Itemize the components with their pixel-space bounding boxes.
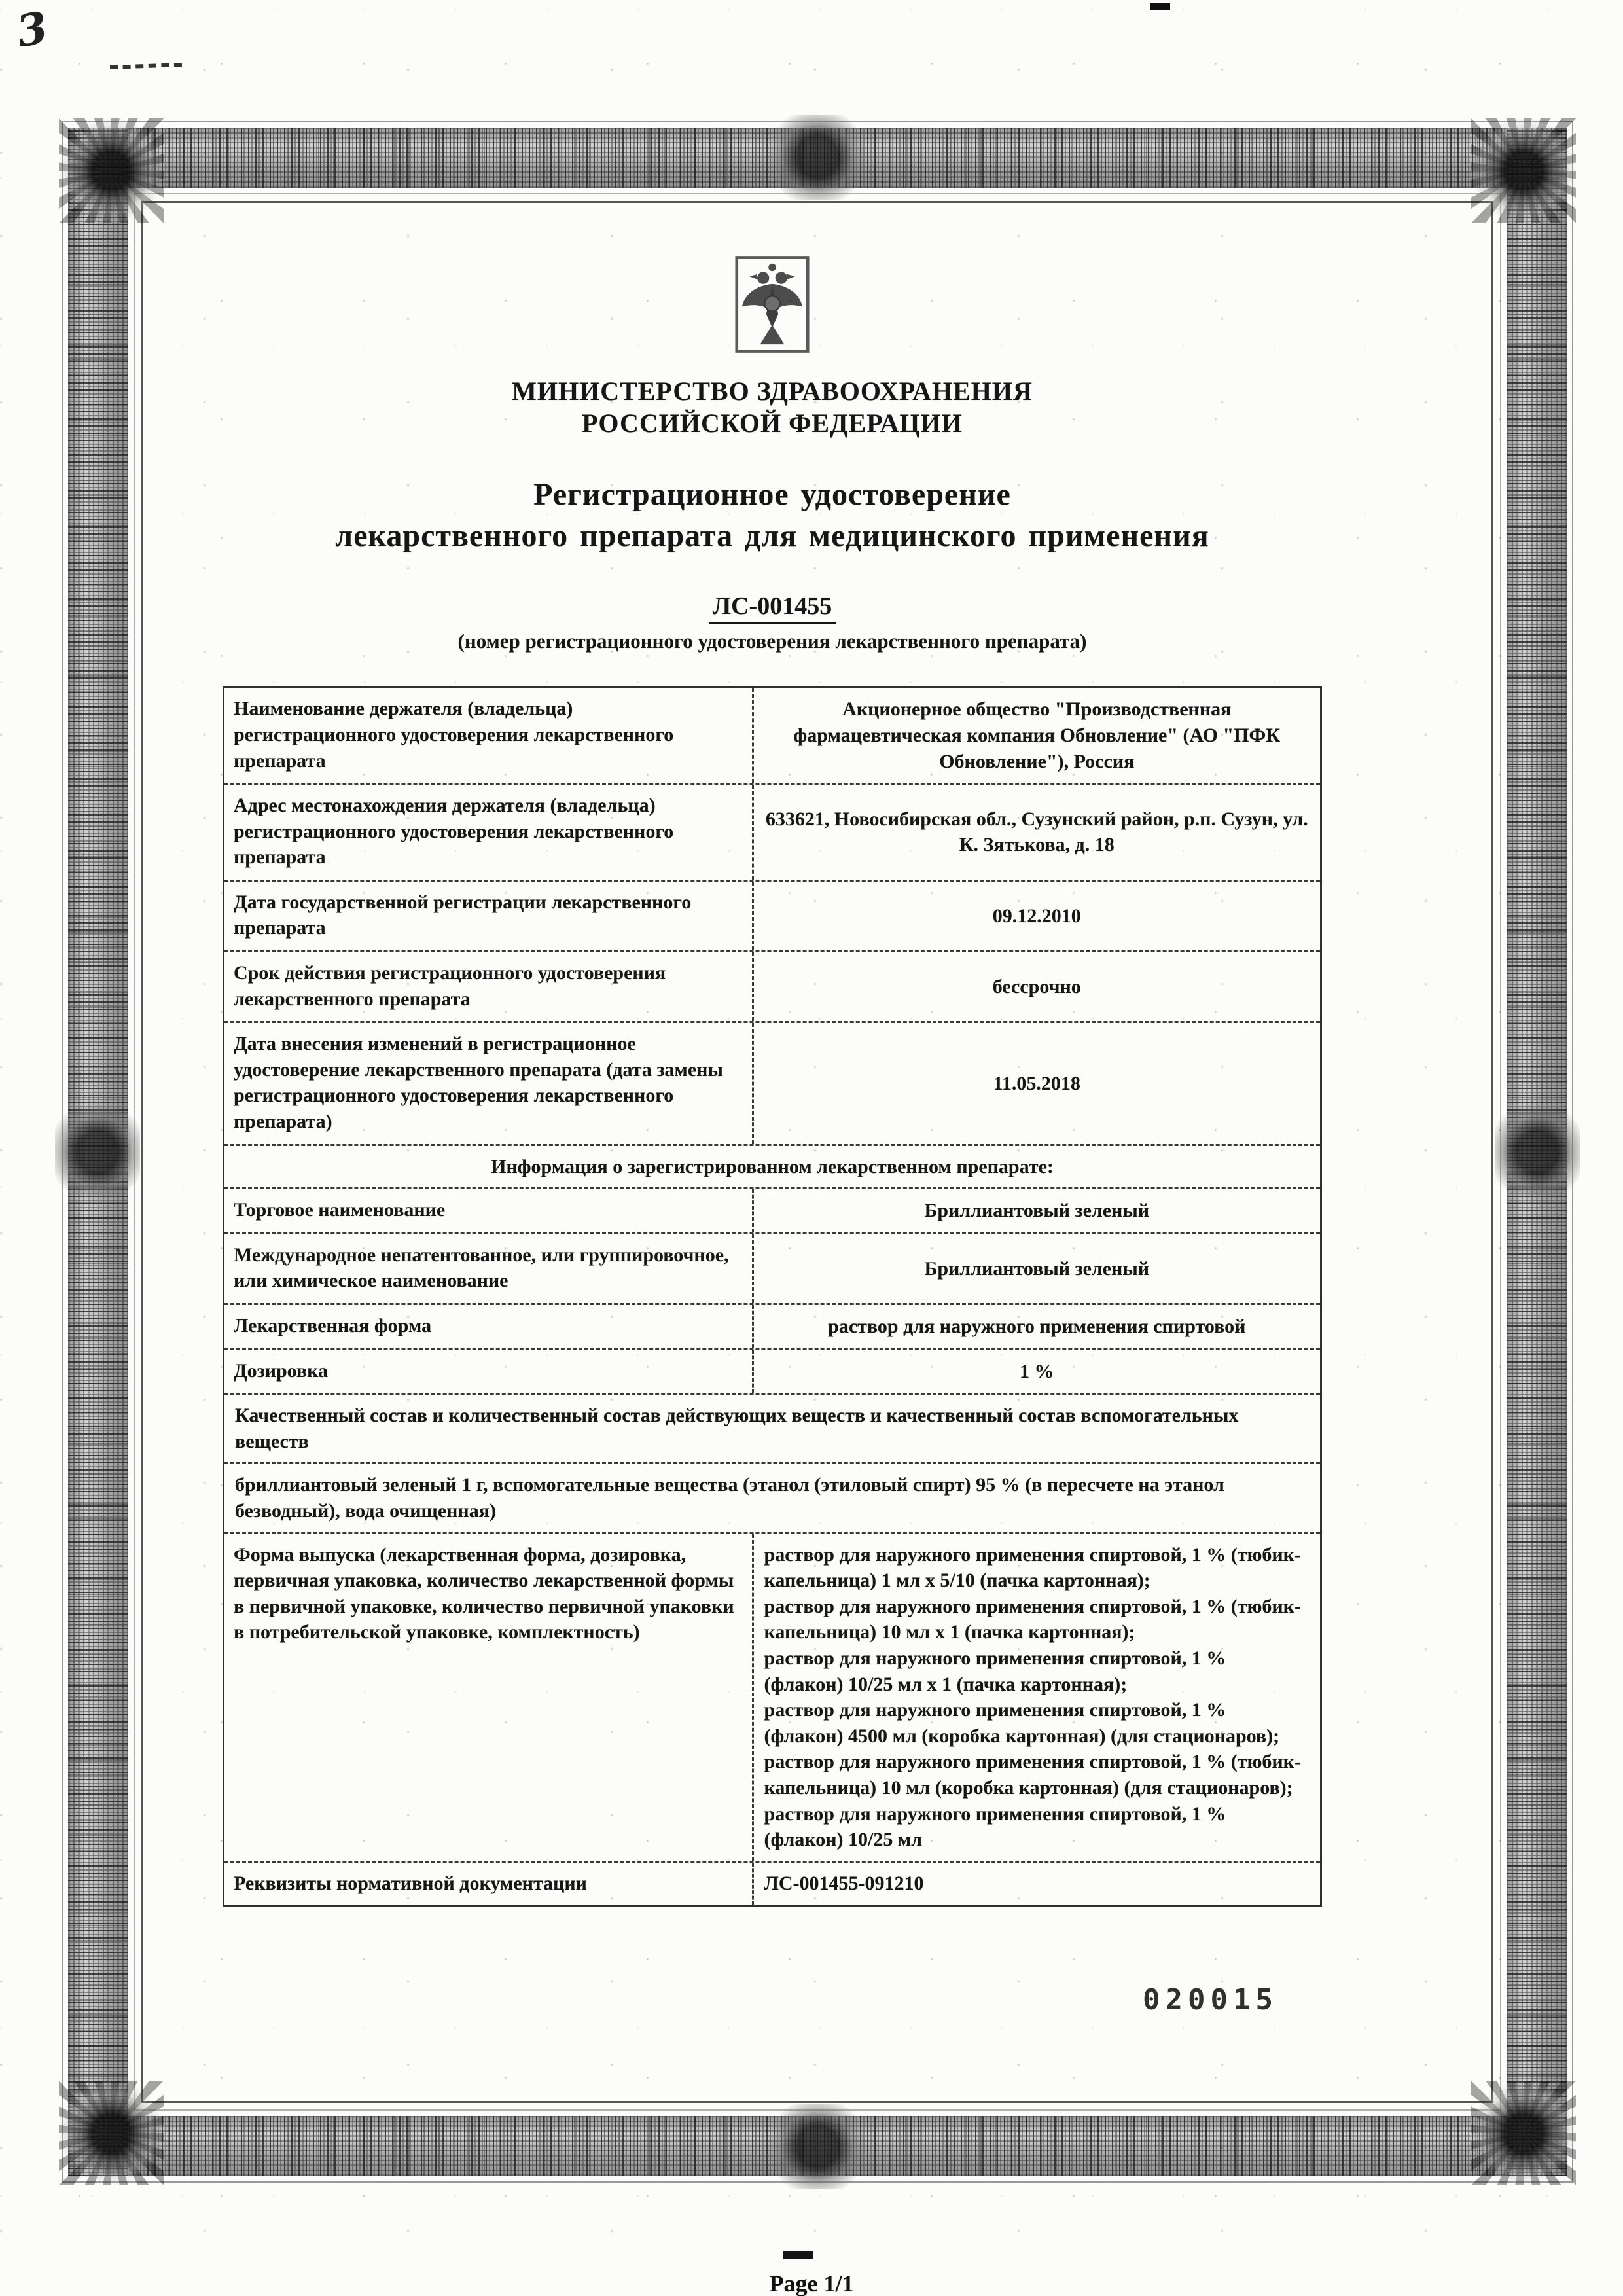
row-label: Форма выпуска (лекарственная форма, дозировка, первичная упаковка, количество лекарственной формы в первичной упаковке, количество первичной упаковки в потребительской упаковке, комплектность) xyxy=(224,1534,754,1861)
registration-number: ЛС-001455 xyxy=(709,592,836,624)
table-row xyxy=(224,1348,1320,1393)
border-medallion-ornament xyxy=(762,115,873,200)
document-title-line-1: Регистрационное удостоверение xyxy=(533,476,1011,512)
composition-section-heading: Качественный состав и количественный состав действующих веществ и качественный состав вспомогательных веществ xyxy=(235,1405,1239,1452)
border-medallion-ornament xyxy=(762,2104,873,2189)
table-text-row xyxy=(224,1462,1320,1532)
border-corner-ornament xyxy=(1471,118,1576,223)
border-corner-ornament xyxy=(1471,2081,1576,2185)
row-label: Дозировка xyxy=(224,1350,754,1393)
registration-details-table xyxy=(223,686,1322,1907)
row-label: Лекарственная форма xyxy=(224,1305,754,1348)
row-label: Торговое наименование xyxy=(224,1189,754,1232)
row-label: Дата внесения изменений в регистрационное удостоверение лекарственного препарата (дата замены регистрационного удостоверения лекарственного препарата) xyxy=(224,1023,754,1143)
row-label: Срок действия регистрационного удостоверения лекарственного препарата xyxy=(224,952,754,1021)
ministry-line-2: РОССИЙСКОЙ ФЕДЕРАЦИИ xyxy=(582,408,963,438)
row-value: раствор для наружного применения спиртовой xyxy=(828,1316,1246,1337)
row-value: Бриллиантовый зеленый xyxy=(924,1200,1150,1222)
composition-text: бриллиантовый зеленый 1 г, вспомогательные вещества (этанол (этиловый спирт) 95 % (в пересчете на этанол безводный), вода очищенная) xyxy=(235,1474,1224,1522)
table-row xyxy=(224,880,1320,950)
handwritten-page-number: 3 xyxy=(12,1,52,58)
document-title-line-2: лекарственного препарата для медицинского применения xyxy=(335,518,1209,553)
page-footer: Page 1/1 xyxy=(769,2270,854,2296)
row-label: Реквизиты нормативной документации xyxy=(224,1863,754,1906)
handwritten-scribble-mark xyxy=(110,63,182,69)
table-row xyxy=(224,1303,1320,1348)
table-row xyxy=(224,1532,1320,1861)
table-section-heading-row xyxy=(224,1393,1320,1462)
border-medallion-ornament xyxy=(1495,1096,1580,1208)
row-label: Дата государственной регистрации лекарственного препарата xyxy=(224,882,754,950)
stamp-number: 020015 xyxy=(1143,1983,1278,2017)
russia-coat-of-arms-icon xyxy=(734,255,810,353)
row-value: 633621, Новосибирская обл., Сузунский район, р.п. Сузун, ул. К. Зятькова, д. 18 xyxy=(765,808,1308,856)
table-row xyxy=(224,1021,1320,1143)
ministry-line-1: МИНИСТЕРСТВО ЗДРАВООХРАНЕНИЯ xyxy=(512,376,1033,406)
border-corner-ornament xyxy=(59,2081,164,2185)
row-value xyxy=(754,1534,1320,1861)
table-section-heading-row xyxy=(224,1144,1320,1188)
border-corner-ornament xyxy=(59,118,164,223)
border-medallion-ornament xyxy=(55,1096,140,1208)
document-title xyxy=(223,474,1322,557)
certificate-content xyxy=(223,243,1322,1907)
info-section-heading: Информация о зарегистрированном лекарственном препарате: xyxy=(491,1155,1054,1177)
registration-number-caption: (номер регистрационного удостоверения лекарственного препарата) xyxy=(457,630,1087,653)
row-label: Наименование держателя (владельца) регистрационного удостоверения лекарственного препарата xyxy=(224,688,754,783)
release-form-line: раствор для наружного применения спиртовой, 1 % (флакон) 4500 мл (коробка картонная) (для стационаров); xyxy=(764,1699,1280,1747)
table-row xyxy=(224,1232,1320,1303)
row-label: Международное непатентованное, или группировочное, или химическое наименование xyxy=(224,1234,754,1303)
scan-artifact-mark xyxy=(1150,3,1170,10)
ministry-name xyxy=(223,376,1322,440)
table-row xyxy=(224,783,1320,880)
release-form-line: раствор для наружного применения спиртовой, 1 % (тюбик-капельница) 10 мл х 1 (пачка картонная); xyxy=(764,1595,1301,1643)
row-value: Бриллиантовый зеленый xyxy=(924,1257,1150,1280)
release-form-line: раствор для наружного применения спиртовой, 1 % (тюбик-капельница) 1 мл х 5/10 (пачка картонная); xyxy=(764,1543,1301,1592)
table-row xyxy=(224,1187,1320,1232)
row-label: Адрес местонахождения держателя (владельца) регистрационного удостоверения лекарственного препарата xyxy=(224,785,754,880)
scan-artifact-smudge xyxy=(783,2251,813,2259)
row-value: бессрочно xyxy=(992,975,1081,997)
release-form-line: раствор для наружного применения спиртовой, 1 % (флакон) 10/25 мл xyxy=(764,1803,1226,1851)
row-value: ЛС-001455-091210 xyxy=(764,1872,924,1894)
row-value: 1 % xyxy=(1020,1360,1054,1382)
row-value: Акционерное общество "Производственная фармацевтическая компания Обновление" (АО "ПФК Обновление"), Россия xyxy=(793,698,1280,772)
row-value: 09.12.2010 xyxy=(992,905,1081,927)
release-form-line: раствор для наружного применения спиртовой, 1 % (тюбик-капельница) 10 мл (коробка картонная) (для стационаров); xyxy=(764,1751,1301,1799)
table-row xyxy=(224,688,1320,783)
table-row xyxy=(224,1861,1320,1906)
release-form-line: раствор для наружного применения спиртовой, 1 % (флакон) 10/25 мл х 1 (пачка картонная); xyxy=(764,1647,1226,1695)
table-row xyxy=(224,950,1320,1021)
row-value: 11.05.2018 xyxy=(993,1072,1080,1094)
